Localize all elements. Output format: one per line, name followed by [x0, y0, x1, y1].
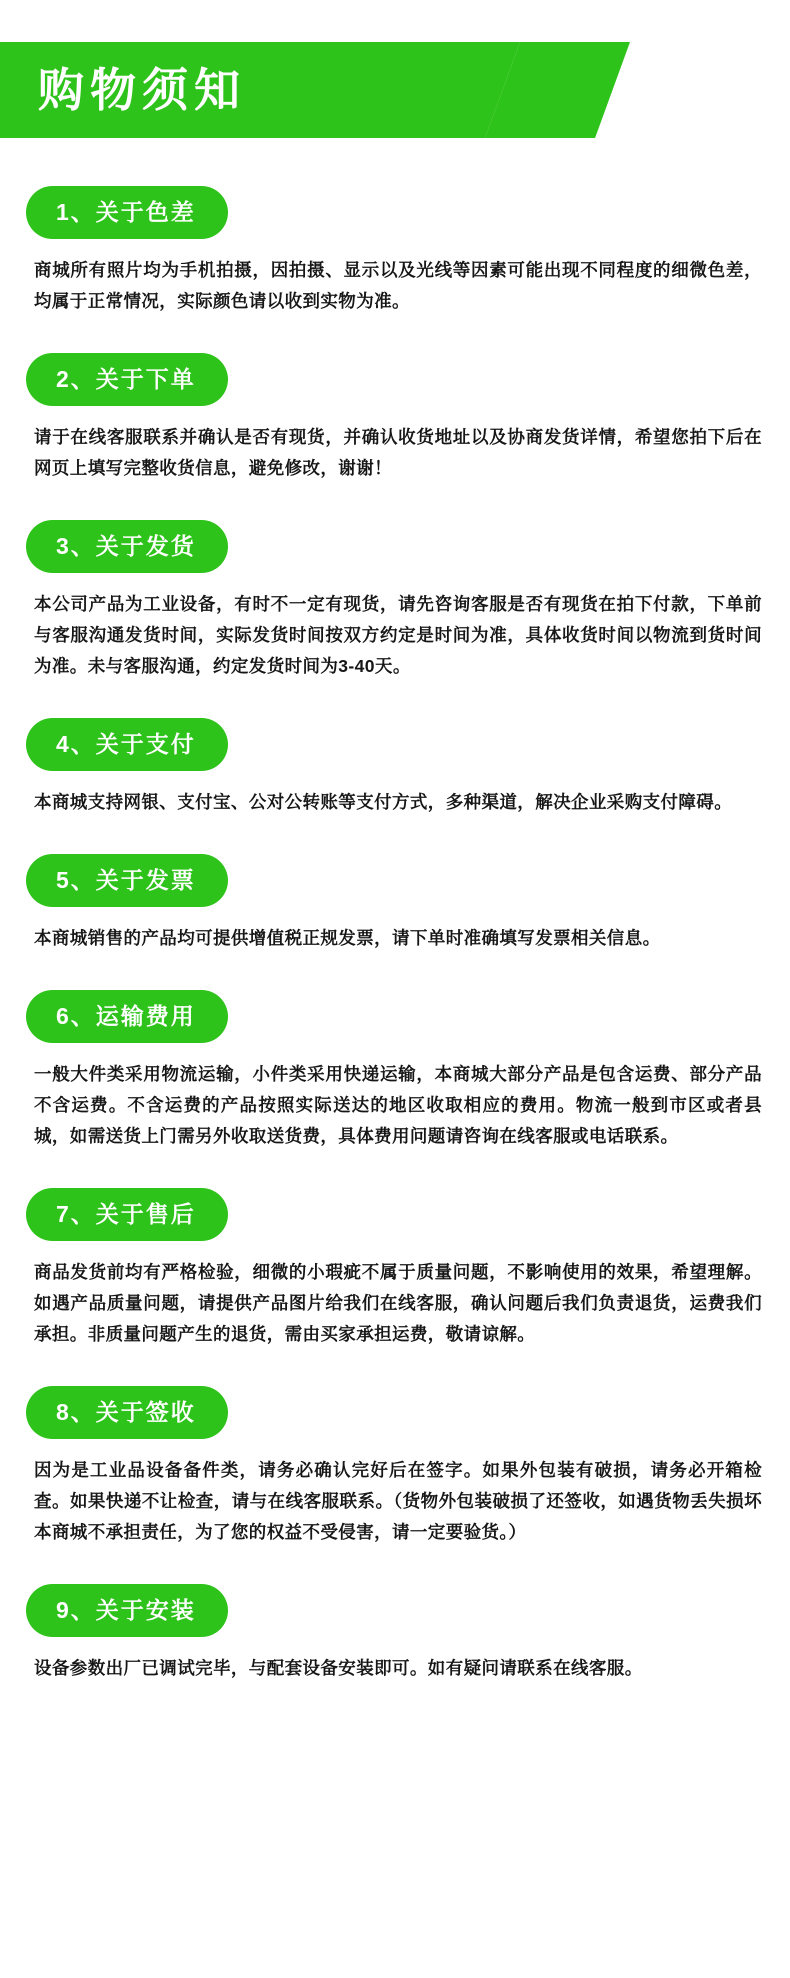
- section-heading-pill: 3、关于发货: [26, 520, 228, 573]
- section-body-text: 商品发货前均有严格检验，细微的小瑕疵不属于质量问题，不影响使用的效果，希望理解。如遇产品质量问题，请提供产品图片给我们在线客服，确认问题后我们负责退货，运费我们承担。非质量问题产生的退货，需由买家承担运费，敬请谅解。: [34, 1262, 762, 1344]
- section-body-text: 本商城支持网银、支付宝、公对公转账等支付方式，多种渠道，解决企业采购支付障碍。: [34, 792, 733, 812]
- section-heading-pill: 6、运输费用: [26, 990, 228, 1043]
- page-title: 购物须知: [38, 64, 246, 116]
- notice-section-1: [0, 160, 790, 317]
- section-heading-pill: 9、关于安装: [26, 1584, 228, 1637]
- section-body-text: 一般大件类采用物流运输，小件类采用快递运输，本商城大部分产品是包含运费、部分产品不含运费。不含运费的产品按照实际送达的地区收取相应的费用。物流一般到市区或者县城，如需送货上门需另外收取送货费，具体费用问题请咨询在线客服或电话联系。: [34, 1064, 762, 1146]
- section-body-text: 本公司产品为工业设备，有时不一定有现货，请先咨询客服是否有现货在拍下付款，下单前与客服沟通发货时间，实际发货时间按双方约定是时间为准，具体收货时间以物流到货时间为准。未与客服沟通，约定发货时间为3-40天。: [34, 594, 762, 676]
- section-body-text: 商城所有照片均为手机拍摄，因拍摄、显示以及光线等因素可能出现不同程度的细微色差，均属于正常情况，实际颜色请以收到实物为准。: [34, 260, 762, 311]
- section-body-text: 因为是工业品设备备件类，请务必确认完好后在签字。如果外包装有破损，请务必开箱检查。如果快递不让检查，请与在线客服联系。（货物外包装破损了还签收，如遇货物丢失损坏本商城不承担责任，为了您的权益不受侵害，请一定要验货。）: [34, 1460, 762, 1542]
- notice-section-8: [0, 1360, 790, 1548]
- section-heading-pill: 8、关于签收: [26, 1386, 228, 1439]
- notice-section-9: [0, 1558, 790, 1684]
- section-heading-pill: 5、关于发票: [26, 854, 228, 907]
- section-body-text: 本商城销售的产品均可提供增值税正规发票，请下单时准确填写发票相关信息。: [34, 928, 661, 948]
- section-heading-pill: 7、关于售后: [26, 1188, 228, 1241]
- section-body-text: 请于在线客服联系并确认是否有现货，并确认收货地址以及协商发货详情，希望您拍下后在网页上填写完整收货信息，避免修改，谢谢！: [34, 427, 762, 478]
- notice-section-7: [0, 1162, 790, 1350]
- section-body-text: 设备参数出厂已调试完毕，与配套设备安装即可。如有疑问请联系在线客服。: [34, 1658, 643, 1678]
- notice-section-3: [0, 494, 790, 682]
- notice-section-2: [0, 327, 790, 484]
- notice-section-5: [0, 828, 790, 954]
- shopping-notice-page: [0, 20, 790, 1978]
- notice-section-6: [0, 964, 790, 1152]
- section-heading-pill: 1、关于色差: [26, 186, 228, 239]
- section-heading-pill: 4、关于支付: [26, 718, 228, 771]
- page-header: [0, 20, 790, 160]
- section-heading-pill: 2、关于下单: [26, 353, 228, 406]
- notice-section-4: [0, 692, 790, 818]
